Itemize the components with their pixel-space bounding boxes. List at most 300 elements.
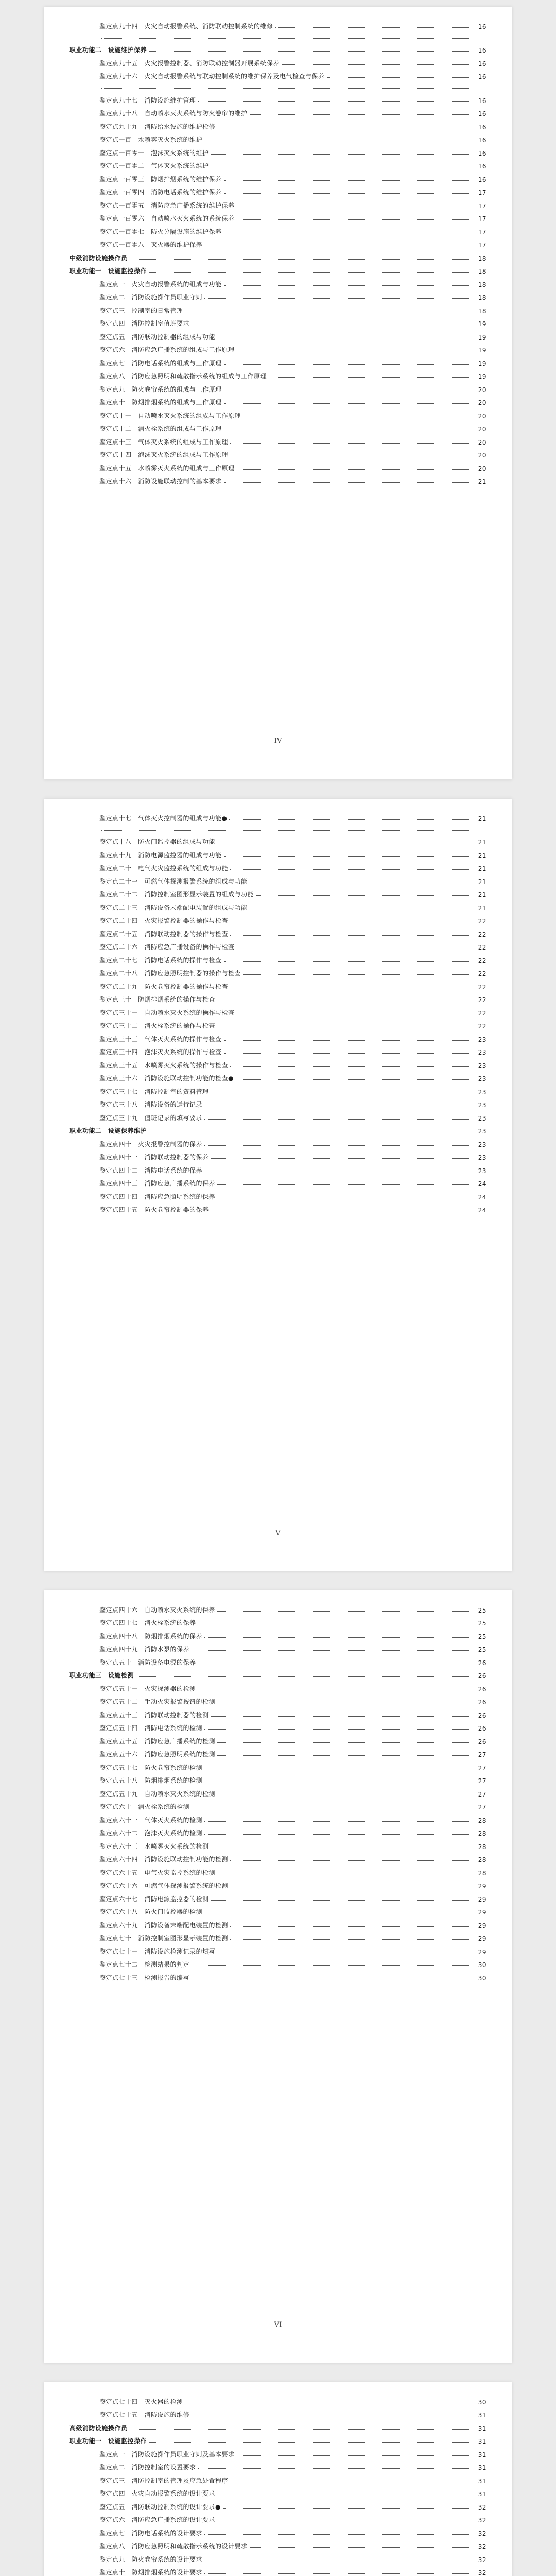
toc-entry[interactable] <box>70 1916 486 1929</box>
dot-leader <box>211 1716 476 1717</box>
toc-entry-title: 鉴定点九 防火卷帘系统的设计要求 <box>99 2555 203 2563</box>
toc-entry-title: 鉴定点四十二 消防电话系统的保养 <box>99 1166 203 1174</box>
toc-entry-title: 鉴定点二十一 可燃气体探测报警系统的组成与功能 <box>99 877 248 885</box>
toc-page-number: 21 <box>478 839 486 846</box>
toc-entry[interactable] <box>70 809 486 822</box>
toc-page-number: 31 <box>478 2451 486 2459</box>
dot-leader <box>192 1650 476 1651</box>
toc-entry-title: 鉴定点六十九 消防设备末端配电装置的检测 <box>99 1921 229 1929</box>
toc-page-number: 16 <box>478 47 486 54</box>
toc-entry[interactable] <box>70 301 486 315</box>
toc-entry[interactable] <box>70 1161 486 1175</box>
toc-page-number: 29 <box>478 1883 486 1890</box>
toc-entry[interactable] <box>70 2511 486 2524</box>
toc-page-number: 23 <box>478 1036 486 1043</box>
dot-leader <box>211 1158 476 1159</box>
toc-entry-title: 中级消防设施操作员 <box>70 254 128 262</box>
toc-entry-title: 鉴定点五十五 消防应急广播系统的检测 <box>99 1737 216 1745</box>
toc-entry[interactable] <box>70 315 486 328</box>
toc-entry-title: 鉴定点三十七 消防控制室的资料管理 <box>99 1088 209 1095</box>
toc-entry[interactable] <box>70 2393 486 2406</box>
toc-entry[interactable] <box>70 846 486 859</box>
toc-entry-title: 鉴定点三 消防控制室的管理及应急处置程序 <box>99 2477 229 2484</box>
toc-entry[interactable] <box>70 1004 486 1017</box>
toc-entry[interactable] <box>70 2524 486 2537</box>
toc-entry-title: 鉴定点三十九 值班记录的填写要求 <box>99 1114 203 1122</box>
dot-leader <box>250 2547 476 2548</box>
dot-leader <box>230 1926 476 1927</box>
dot-leader <box>256 895 476 896</box>
toc-page-number: 23 <box>478 1128 486 1135</box>
toc-heading[interactable] <box>70 262 486 276</box>
dot-leader <box>224 1040 476 1041</box>
toc-entry[interactable] <box>70 912 486 925</box>
dot-leader <box>204 1145 476 1146</box>
toc-entry[interactable] <box>70 1188 486 1201</box>
toc-heading[interactable] <box>70 41 486 55</box>
toc-page-number: 17 <box>478 189 486 196</box>
toc-entry[interactable] <box>70 1070 486 1083</box>
toc-entry[interactable] <box>70 1758 486 1772</box>
toc-entry[interactable] <box>70 394 486 407</box>
toc-entry[interactable] <box>70 1890 486 1903</box>
toc-entry[interactable] <box>70 157 486 171</box>
toc-page-number: 16 <box>478 123 486 131</box>
toc-entry-title: 鉴定点八 消防应急照明和疏散指示系统的组成与工作原理 <box>99 372 267 380</box>
toc-entry-title: 鉴定点六十四 消防设施联动控制功能的检测 <box>99 1856 229 1863</box>
toc-page-number: 21 <box>478 891 486 899</box>
toc-entry[interactable] <box>70 833 486 846</box>
toc-entry-title: 鉴定点三 控制室的日常管理 <box>99 307 183 314</box>
dot-leader <box>204 2534 476 2535</box>
toc-entry-title: 职业功能一 设施监控操作 <box>70 2437 147 2445</box>
toc-entry-title: 高级消防设施操作员 <box>70 2424 128 2432</box>
toc-entry[interactable] <box>70 1877 486 1890</box>
toc-entry[interactable] <box>70 964 486 978</box>
toc-page-number: 23 <box>478 1062 486 1070</box>
toc-page-number: 23 <box>478 1167 486 1175</box>
toc-entry-title: 鉴定点二十三 消防设备末端配电装置的组成与功能 <box>99 904 248 911</box>
toc-entry[interactable] <box>70 183 486 197</box>
toc-entry-title: 职业功能二 设施保养维护 <box>70 1127 147 1134</box>
toc-page-number: 19 <box>478 320 486 328</box>
toc-page-number: 18 <box>478 281 486 289</box>
toc-page-number: 32 <box>478 2556 486 2564</box>
toc-entry-title: 鉴定点一百零三 防烟排烟系统的维护保养 <box>99 175 222 183</box>
toc-entry[interactable] <box>70 1942 486 1956</box>
toc-entry[interactable] <box>70 1772 486 1785</box>
toc-entry[interactable] <box>70 1096 486 1109</box>
toc-page-number: 31 <box>478 2438 486 2445</box>
toc-page-number: 21 <box>478 478 486 485</box>
toc-entry[interactable] <box>70 2445 486 2459</box>
toc-page-number: 24 <box>478 1207 486 1214</box>
toc-entry[interactable] <box>70 328 486 341</box>
toc-page-number: 18 <box>478 307 486 315</box>
toc-entry-title: 鉴定点五十 消防设备电源的保养 <box>99 1658 196 1666</box>
toc-page-number: 29 <box>478 1909 486 1916</box>
toc-page-number: 26 <box>478 1672 486 1680</box>
toc-entry[interactable] <box>70 1653 486 1667</box>
toc-entry[interactable] <box>70 117 486 131</box>
toc-entry-title: 鉴定点七十二 检测结果的判定 <box>99 1961 190 1968</box>
toc-entry[interactable] <box>70 886 486 899</box>
toc-entry-title: 鉴定点九十六 火灾自动报警系统与联动控制系统的维护保养及电气检查与保养 <box>99 73 325 80</box>
toc-entry-title: 鉴定点六十一 气体灭火系统的检测 <box>99 1816 203 1824</box>
toc-entry-title: 鉴定点二十九 防火卷帘控制器的操作与检查 <box>99 982 229 990</box>
toc-entry[interactable] <box>70 1017 486 1030</box>
toc-entry-title: 鉴定点二十八 消防应急照明控制器的操作与检查 <box>99 970 241 977</box>
toc-entry[interactable] <box>70 822 486 833</box>
dot-leader <box>237 469 476 470</box>
toc-entry-title: 鉴定点六十五 电气火灾监控系统的检测 <box>99 1869 216 1876</box>
dot-leader <box>101 38 484 39</box>
toc-entry[interactable] <box>70 1693 486 1706</box>
toc-page-number: 20 <box>478 438 486 446</box>
page-number: V <box>275 1529 281 1537</box>
toc-page-number: 23 <box>478 1154 486 1161</box>
toc-entry[interactable] <box>70 472 486 486</box>
toc-entry-title: 鉴定点二十二 消防控制室图形显示装置的组成与功能 <box>99 891 254 898</box>
toc-entry-title: 鉴定点三十四 泡沫灭火系统的操作与检查 <box>99 1048 222 1056</box>
toc-entry-title: 鉴定点一百零五 消防应急广播系统的维护保养 <box>99 201 235 209</box>
toc-page-number: 18 <box>478 255 486 262</box>
toc-entry[interactable] <box>70 2498 486 2511</box>
toc-heading[interactable] <box>70 1122 486 1136</box>
toc-page-number: 27 <box>478 1790 486 1798</box>
toc-page-number: 29 <box>478 1935 486 1942</box>
toc-entry[interactable] <box>70 1956 486 1969</box>
toc-entry[interactable] <box>70 420 486 433</box>
toc-page <box>44 799 512 1571</box>
toc-page-number: 32 <box>478 2569 486 2576</box>
toc-page-number: 24 <box>478 1193 486 1201</box>
toc-page-number: 25 <box>478 1606 486 1614</box>
dot-leader <box>204 298 476 299</box>
toc-page <box>44 7 512 779</box>
toc-entry[interactable] <box>70 275 486 289</box>
toc-entry[interactable] <box>70 1109 486 1122</box>
toc-entry-title: 鉴定点十四 泡沫灭火系统的组成与工作原理 <box>99 451 229 459</box>
toc-page-number: 27 <box>478 1804 486 1811</box>
toc-page-number: 29 <box>478 1895 486 1903</box>
toc-entry[interactable] <box>70 67 486 81</box>
dot-leader <box>236 1079 476 1080</box>
toc-page-number: 22 <box>478 970 486 977</box>
toc-entry[interactable] <box>70 1785 486 1798</box>
toc-page-number: 22 <box>478 1023 486 1030</box>
toc-page <box>44 1590 512 2363</box>
toc-entry-title: 鉴定点九十九 消防给水设施的维护检修 <box>99 123 216 130</box>
toc-entry-title: 鉴定点七十一 消防设施检测记录的填写 <box>99 1947 216 1955</box>
toc-entry-title: 鉴定点七十三 检测报告的编写 <box>99 1974 190 1981</box>
toc-entry-title: 鉴定点三十一 自动喷水灭火系统的操作与检查 <box>99 1009 235 1016</box>
toc-page-number: 31 <box>478 2477 486 2485</box>
toc-page-number: 23 <box>478 1049 486 1056</box>
toc-entry-title: 鉴定点五十六 消防应急照明系统的检测 <box>99 1751 216 1758</box>
toc-page-number: 25 <box>478 1633 486 1640</box>
toc-entry-title: 鉴定点八 消防应急照明和疏散指示系统的设计要求 <box>99 2543 248 2550</box>
toc-entry-title: 鉴定点六十二 泡沫灭火系统的检测 <box>99 1829 203 1837</box>
toc-entry-title: 鉴定点一百零二 气体灭火系统的维护 <box>99 162 209 170</box>
toc-entry[interactable] <box>70 1851 486 1864</box>
toc-entry[interactable] <box>70 433 486 446</box>
toc-entry-title: 职业功能一 设施监控操作 <box>70 267 147 275</box>
toc-page-number: 23 <box>478 1141 486 1148</box>
toc-entry[interactable] <box>70 1811 486 1824</box>
toc-entry-title: 鉴定点三十六 消防设施联动控制功能的检查● <box>99 1075 234 1082</box>
dot-leader <box>149 51 476 52</box>
toc-page-number: 30 <box>478 2398 486 2406</box>
toc-entry[interactable] <box>70 1082 486 1096</box>
toc-entry[interactable] <box>70 289 486 302</box>
toc-entry[interactable] <box>70 80 486 91</box>
dot-leader <box>198 2468 476 2469</box>
toc-entry[interactable] <box>70 1863 486 1877</box>
toc-entry[interactable] <box>70 951 486 964</box>
toc-entry-title: 鉴定点六十 消火栓系统的检测 <box>99 1803 190 1810</box>
toc-entry[interactable] <box>70 2459 486 2472</box>
toc-page-number: 31 <box>478 2425 486 2432</box>
toc-entry[interactable] <box>70 406 486 420</box>
toc-entry-title: 鉴定点九十五 火灾报警控制器、消防联动控制器开展系统保养 <box>99 59 280 67</box>
toc-heading[interactable] <box>70 2432 486 2446</box>
toc-entry[interactable] <box>70 196 486 210</box>
page-number: VI <box>274 2321 282 2329</box>
dot-leader <box>217 1755 476 1756</box>
dot-leader <box>192 1965 476 1966</box>
toc-page-number: 16 <box>478 60 486 67</box>
toc-entry[interactable] <box>70 1745 486 1759</box>
toc-page-number: 19 <box>478 373 486 380</box>
toc-entry-title: 鉴定点三十五 水喷雾灭火系统的操作与检查 <box>99 1061 229 1069</box>
toc-entry[interactable] <box>70 380 486 394</box>
dot-leader <box>282 64 476 65</box>
toc-entry[interactable] <box>70 223 486 236</box>
toc-entry[interactable] <box>70 1903 486 1917</box>
toc-heading[interactable] <box>70 1667 486 1680</box>
toc-entry-title: 鉴定点四十一 消防联动控制器的保养 <box>99 1154 209 1161</box>
toc-entry[interactable] <box>70 1043 486 1057</box>
dot-leader <box>243 974 476 975</box>
toc-page-number: 20 <box>478 465 486 472</box>
toc-entry[interactable] <box>70 925 486 938</box>
toc-entry[interactable] <box>70 354 486 367</box>
toc-page-number: 23 <box>478 1075 486 1082</box>
toc-page-number: 32 <box>478 2503 486 2511</box>
toc-entry[interactable] <box>70 144 486 157</box>
toc-page-number: 28 <box>478 1817 486 1824</box>
toc-entry[interactable] <box>70 2485 486 2498</box>
toc-entry-title: 鉴定点六 消防应急广播系统的设计要求 <box>99 2516 216 2523</box>
toc-entry[interactable] <box>70 2564 486 2576</box>
toc-entry-title: 鉴定点十 防烟排烟系统的设计要求 <box>99 2569 203 2576</box>
toc-page-number: 20 <box>478 452 486 459</box>
toc-entry-title: 鉴定点五 消防联动控制器的组成与功能 <box>99 333 216 341</box>
toc-entry[interactable] <box>70 2537 486 2551</box>
toc-entry-title: 鉴定点七十 消防控制室图形显示装置的检测 <box>99 1935 229 1942</box>
toc-entry-title: 鉴定点二十七 消防电话系统的操作与检查 <box>99 956 222 964</box>
toc-entry-title: 鉴定点六十六 可燃气体探测报警系统的检测 <box>99 1882 229 1889</box>
toc-entry-title: 鉴定点五 消防联动控制系统的设计要求● <box>99 2503 221 2511</box>
toc-entry[interactable] <box>70 210 486 223</box>
toc-entry[interactable] <box>70 17 486 30</box>
toc-entry[interactable] <box>70 367 486 381</box>
toc-entry[interactable] <box>70 1614 486 1628</box>
dot-leader <box>223 2508 476 2509</box>
page-number: IV <box>274 737 282 745</box>
toc-entry[interactable] <box>70 2406 486 2419</box>
toc-entry[interactable] <box>70 1680 486 1693</box>
toc-entry[interactable] <box>70 170 486 183</box>
toc-page-number: 20 <box>478 386 486 394</box>
toc-entry-title: 鉴定点九十八 自动喷水灭火系统与防火卷帘的维护 <box>99 110 248 117</box>
dot-leader <box>101 830 484 831</box>
toc-page-number: 31 <box>478 2412 486 2419</box>
toc-entry[interactable] <box>70 30 486 41</box>
toc-entry[interactable] <box>70 459 486 472</box>
toc-entry[interactable] <box>70 1175 486 1188</box>
toc-entry[interactable] <box>70 1627 486 1640</box>
dot-leader <box>224 364 476 365</box>
toc-entry[interactable] <box>70 991 486 1004</box>
toc-page-number: 17 <box>478 215 486 223</box>
toc-entry[interactable] <box>70 1837 486 1851</box>
toc-entry[interactable] <box>70 859 486 873</box>
dot-leader <box>275 27 476 28</box>
toc-entry[interactable] <box>70 341 486 354</box>
toc-page-number: 17 <box>478 202 486 210</box>
toc-page-number: 16 <box>478 110 486 117</box>
toc-entry-title: 鉴定点十二 消火栓系统的组成与工作原理 <box>99 425 222 432</box>
dot-leader <box>250 114 476 115</box>
toc-entry[interactable] <box>70 1601 486 1614</box>
toc-page-number: 16 <box>478 73 486 80</box>
toc-page-number: 19 <box>478 347 486 354</box>
toc-entry-title: 鉴定点五十九 自动喷水灭火系统的检测 <box>99 1790 216 1798</box>
toc-page-number: 26 <box>478 1738 486 1745</box>
toc-entry-title: 鉴定点二十 电气火灾监控系统的组成与功能 <box>99 865 229 872</box>
toc-entry-title: 鉴定点四十八 防烟排烟系统的保养 <box>99 1632 203 1640</box>
toc-entry[interactable] <box>70 236 486 249</box>
toc-entry[interactable] <box>70 2550 486 2564</box>
toc-entry[interactable] <box>70 1030 486 1043</box>
toc-entry-title: 鉴定点一百零四 消防电话系统的维护保养 <box>99 189 222 196</box>
toc-entry-title: 鉴定点三十八 消防设备的运行记录 <box>99 1101 203 1108</box>
dot-leader <box>217 1742 476 1743</box>
toc-entry[interactable] <box>70 91 486 105</box>
toc-entry-title: 鉴定点三十二 消火栓系统的操作与检查 <box>99 1022 216 1029</box>
dot-leader <box>130 259 476 260</box>
toc-page-number: 30 <box>478 1974 486 1982</box>
toc-page-number: 32 <box>478 2530 486 2537</box>
dot-leader <box>224 285 476 286</box>
toc-heading[interactable] <box>70 2419 486 2432</box>
toc-entry[interactable] <box>70 1824 486 1838</box>
toc-entry[interactable] <box>70 1640 486 1654</box>
toc-page-number: 26 <box>478 1711 486 1719</box>
toc-page-number: 28 <box>478 1830 486 1837</box>
toc-entry[interactable] <box>70 938 486 952</box>
dot-leader <box>230 1066 476 1067</box>
dot-leader <box>269 377 476 378</box>
toc-entry-title: 鉴定点七 消防电话系统的设计要求 <box>99 2529 203 2537</box>
toc-page-number: 26 <box>478 1685 486 1693</box>
dot-leader <box>198 101 476 102</box>
toc-entry-title: 鉴定点五十四 消防电话系统的检测 <box>99 1724 203 1732</box>
toc-entry-title: 鉴定点四十五 防火卷帘控制器的保养 <box>99 1206 209 1213</box>
toc-entry-title: 鉴定点二十四 火灾报警控制器的操作与检查 <box>99 917 229 924</box>
toc-entry[interactable] <box>70 977 486 991</box>
toc-entry[interactable] <box>70 54 486 67</box>
toc-entry-title: 鉴定点二十五 消防联动控制器的操作与检查 <box>99 930 229 938</box>
toc-entry[interactable] <box>70 1706 486 1719</box>
dot-leader <box>224 961 476 962</box>
toc-page-number: 21 <box>478 878 486 886</box>
dot-leader <box>217 1184 476 1185</box>
dot-leader <box>230 1939 476 1940</box>
toc-page-number: 17 <box>478 228 486 236</box>
dot-leader <box>204 1637 476 1638</box>
toc-entry[interactable] <box>70 872 486 886</box>
dot-leader <box>230 1860 476 1861</box>
toc-entry-title: 鉴定点四十九 消防水泵的保养 <box>99 1646 190 1653</box>
toc-page-number: 23 <box>478 1088 486 1096</box>
toc-page-number: 24 <box>478 1180 486 1188</box>
toc-entry-title: 鉴定点四十 火灾报警控制器的保养 <box>99 1140 203 1148</box>
toc-page-number: 21 <box>478 815 486 822</box>
toc-entry-title: 鉴定点十五 水喷雾灭火系统的组成与工作原理 <box>99 464 235 472</box>
toc-entry-title: 鉴定点一百零六 自动喷水灭火系统的系统保养 <box>99 215 235 222</box>
dot-leader <box>230 935 476 936</box>
toc-entry-title: 鉴定点二十六 消防应急广播设备的操作与检查 <box>99 943 235 951</box>
dot-leader <box>204 1729 476 1730</box>
toc-page-number: 22 <box>478 983 486 991</box>
toc-entry-title: 鉴定点一 火灾自动报警系统的组成与功能 <box>99 280 222 288</box>
toc-entry[interactable] <box>70 1148 486 1162</box>
toc-page-number: 20 <box>478 426 486 433</box>
toc-entry[interactable] <box>70 899 486 912</box>
toc-page-number: 16 <box>478 97 486 105</box>
toc-entry[interactable] <box>70 2471 486 2485</box>
toc-page-number: 25 <box>478 1646 486 1653</box>
toc-entry-title: 鉴定点五十二 手动火灾报警按钮的检测 <box>99 1698 216 1705</box>
toc-entry[interactable] <box>70 1732 486 1745</box>
toc-page-number: 22 <box>478 930 486 938</box>
toc-entry[interactable] <box>70 105 486 118</box>
toc-entry[interactable] <box>70 1719 486 1733</box>
toc-entry[interactable] <box>70 446 486 460</box>
toc-entry[interactable] <box>70 1798 486 1811</box>
toc-page-number: 22 <box>478 957 486 964</box>
toc-entry-title: 鉴定点一 消防设施操作员职业守则及基本要求 <box>99 2450 235 2458</box>
toc-entry[interactable] <box>70 131 486 144</box>
toc-entry[interactable] <box>70 1201 486 1214</box>
toc-heading[interactable] <box>70 249 486 262</box>
toc-entry[interactable] <box>70 1056 486 1070</box>
toc-entry-title: 鉴定点二 消防设施操作员职业守则 <box>99 294 203 301</box>
toc-entry[interactable] <box>70 1929 486 1943</box>
toc-entry[interactable] <box>70 1969 486 1982</box>
toc-page-number: 22 <box>478 1009 486 1017</box>
toc-page-number: 23 <box>478 1114 486 1122</box>
toc-page-number: 30 <box>478 1961 486 1969</box>
dot-leader <box>101 88 484 89</box>
toc-entry[interactable] <box>70 1135 486 1148</box>
dot-leader <box>130 2429 476 2430</box>
toc-entry-title: 鉴定点十三 气体灭火系统的组成与工作原理 <box>99 438 229 446</box>
toc-entry-title: 鉴定点七十四 灭火器的检测 <box>99 2398 183 2405</box>
